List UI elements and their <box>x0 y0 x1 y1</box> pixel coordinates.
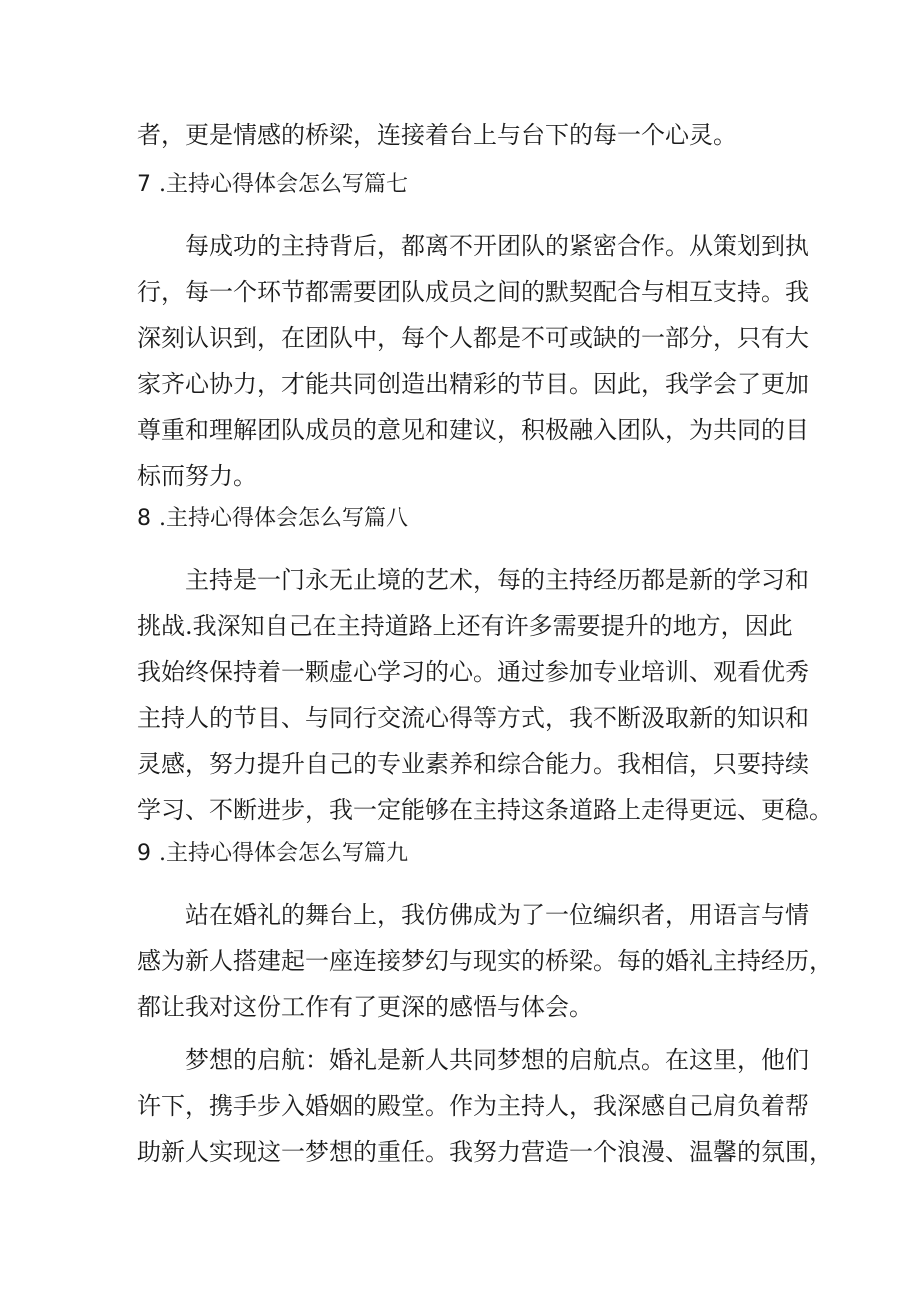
section-heading-8 <box>137 508 408 530</box>
section-title: .主持心得体会怎么写篇八 <box>159 506 408 531</box>
paragraph-line: 尊重和理解团队成员的意见和建议，积极融入团队，为共同的目 <box>137 416 809 444</box>
paragraph-line: 灵感，努力提升自己的专业素养和综合能力。我相信，只要持续 <box>137 750 809 778</box>
paragraph-line: 主持是一门永无止境的艺术，每的主持经历都是新的学习和 <box>185 566 809 594</box>
section-heading-9 <box>137 843 408 865</box>
paragraph-line: 都让我对这份工作有了更深的感悟与体会。 <box>137 993 593 1021</box>
paragraph-line: 站在婚礼的舞台上，我仿佛成为了一位编织者，用语言与情 <box>185 901 809 929</box>
section-number: 8 <box>137 506 151 531</box>
section-number: 7 <box>137 172 151 197</box>
section-number: 9 <box>137 841 151 866</box>
paragraph-line: 我始终保持着一颗虚心学习的心。通过参加专业培训、观看优秀 <box>137 658 809 686</box>
section-title: .主持心得体会怎么写篇九 <box>159 841 408 866</box>
paragraph-line: 许下，携手步入婚姻的殿堂。作为主持人，我深感自己肩负着帮 <box>137 1092 809 1120</box>
paragraph-line: 家齐心协力，才能共同创造出精彩的节目。因此，我学会了更加 <box>137 370 809 398</box>
paragraph-line: 者，更是情感的桥梁，连接着台上与台下的每一个心灵。 <box>137 121 737 149</box>
paragraph-line: 深刻认识到，在团队中，每个人都是不可或缺的一部分，只有大 <box>137 324 809 352</box>
paragraph-line: 梦想的启航：婚礼是新人共同梦想的启航点。在这里，他们 <box>185 1046 809 1074</box>
paragraph-line: 助新人实现这一梦想的重任。我努力营造一个浪漫、温馨的氛围， <box>137 1138 833 1166</box>
paragraph-line: 学习、不断进步，我一定能够在主持这条道路上走得更远、更稳。 <box>137 796 833 824</box>
section-title: .主持心得体会怎么写篇七 <box>159 172 408 197</box>
paragraph-line: 主持人的节目、与同行交流心得等方式，我不断汲取新的知识和 <box>137 704 809 732</box>
paragraph-line: 每成功的主持背后，都离不开团队的紧密合作。从策划到执 <box>185 232 809 260</box>
paragraph-line: 挑战.我深知自己在主持道路上还有许多需要提升的地方，因此 <box>137 612 793 640</box>
section-heading-7 <box>137 174 408 196</box>
paragraph-line: 感为新人搭建起一座连接梦幻与现实的桥梁。每的婚礼主持经历， <box>137 947 833 975</box>
paragraph-line: 标而努力。 <box>137 462 257 490</box>
paragraph-line: 行，每一个环节都需要团队成员之间的默契配合与相互支持。我 <box>137 278 809 306</box>
